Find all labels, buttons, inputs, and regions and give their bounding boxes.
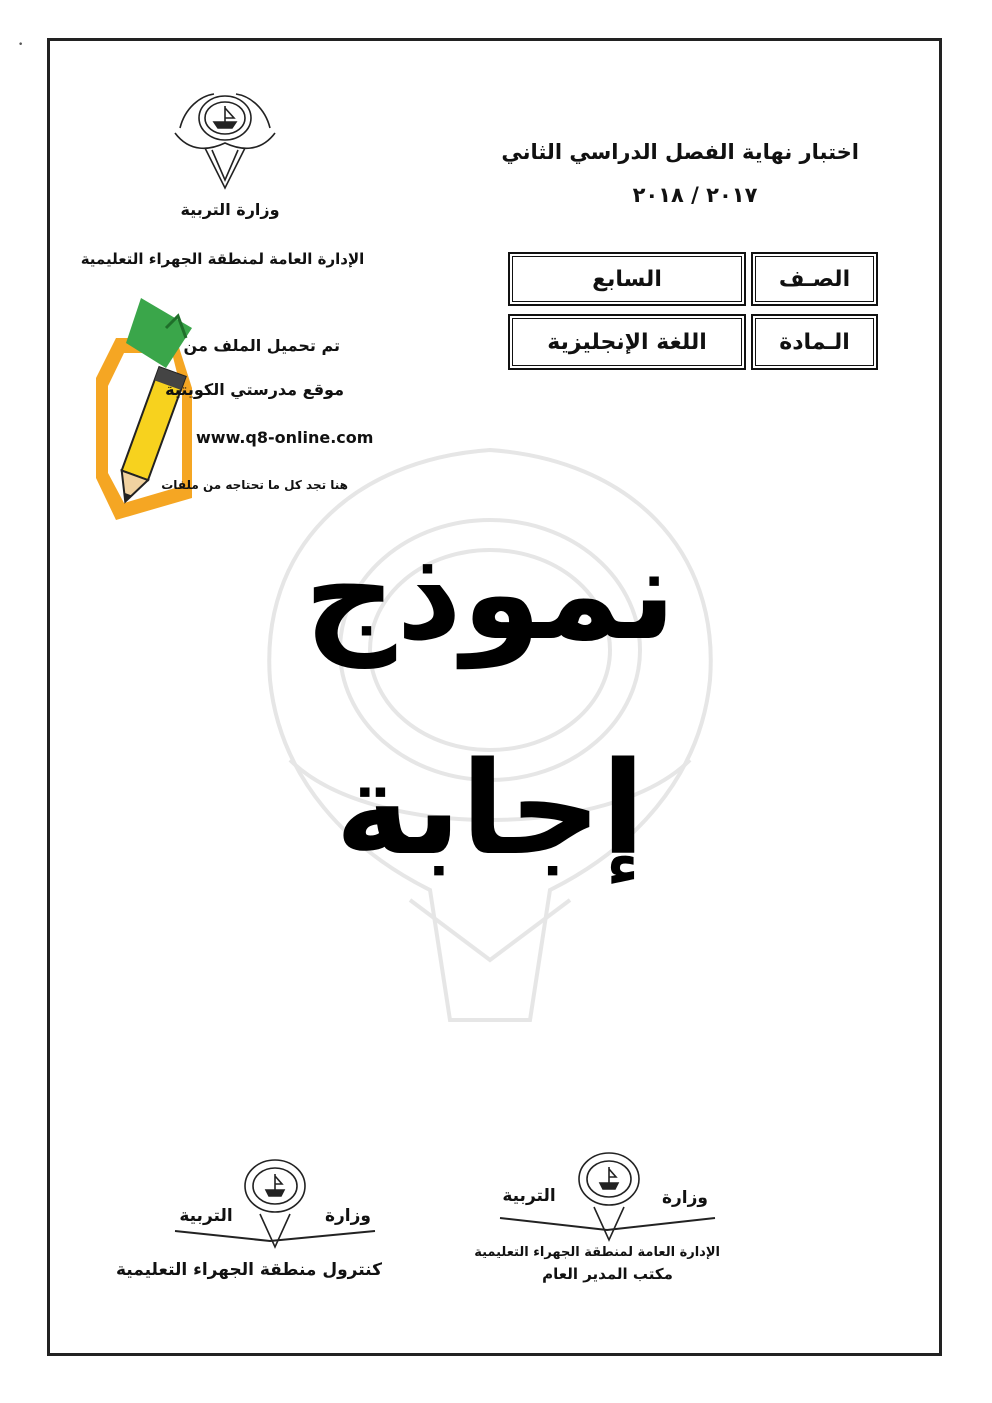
answer-key-title-line-2: إجابة [335, 735, 645, 884]
school-year: ٢٠١٧ / ٢٠١٨ [632, 183, 758, 207]
promo-line-4: هنا تجد كل ما تحتاجه من ملفات [161, 478, 348, 492]
directorate-name: الإدارة العامة لمنطقة الجهراء التعليمية [80, 250, 365, 268]
subject-label-cell: الـمادة [751, 314, 878, 370]
director-stamp-line-2: مكتب المدير العام [542, 1265, 673, 1283]
grade-value-cell: السابع [508, 252, 746, 306]
director-stamp-line-icon [495, 1212, 720, 1234]
control-stamp-line-icon [170, 1226, 380, 1246]
promo-line-2: موقع مدرستي الكويتية [165, 380, 344, 399]
control-stamp-education: التربية [179, 1206, 233, 1226]
director-stamp-ministry: وزارة [661, 1188, 708, 1208]
director-stamp-education: التربية [502, 1186, 556, 1206]
grade-label-cell: الصـف [751, 252, 878, 306]
kuwait-emblem-icon [170, 88, 280, 196]
control-stamp-text: كنترول منطقة الجهراء التعليمية [115, 1260, 382, 1280]
promo-website-link[interactable]: www.q8-online.com [196, 428, 374, 447]
ministry-name: وزارة التربية [180, 200, 280, 219]
watermark-emblem-icon [230, 420, 750, 1040]
answer-key-title-line-1: نموذج [303, 520, 677, 669]
promo-line-1: تم تحميل الملف من [183, 336, 340, 355]
director-stamp-line-1: الإدارة العامة لمنطقة الجهراء التعليمية [474, 1245, 720, 1260]
subject-value-cell: اللغة الإنجليزية [508, 314, 746, 370]
corner-mark: • [18, 40, 24, 50]
control-stamp-ministry: وزارة [324, 1206, 371, 1226]
exam-title: اختبار نهاية الفصل الدراسي الثاني [501, 140, 859, 164]
